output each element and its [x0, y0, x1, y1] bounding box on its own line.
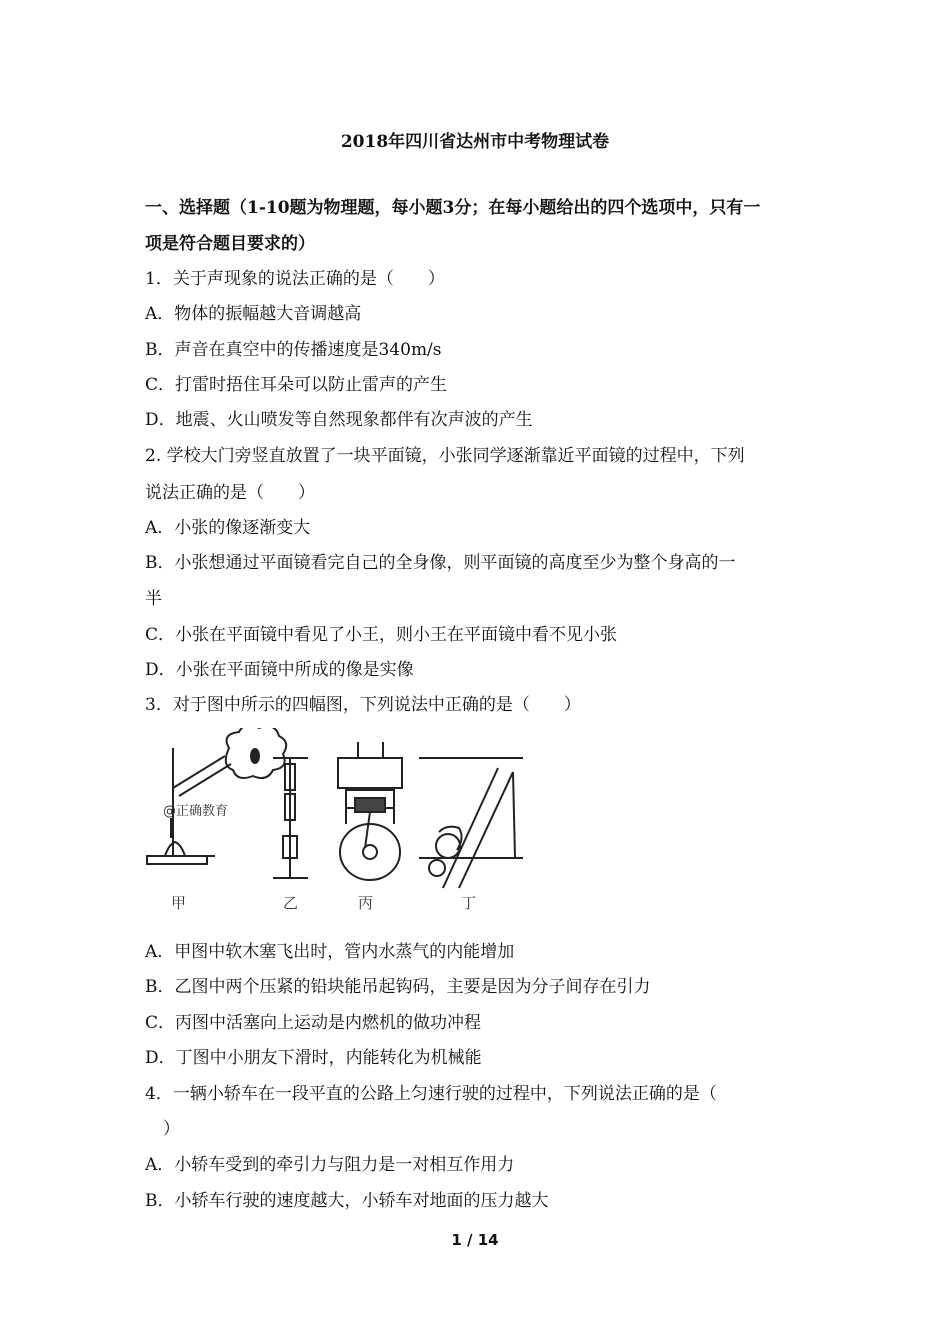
figure-yi-apparatus — [273, 758, 308, 878]
figure-label-yi: 乙 — [283, 894, 299, 912]
q4-stem-line-2: ） — [163, 1119, 180, 1139]
q2-stem-line-1: 2. 学校大门旁竖直放置了一块平面镜，小张同学逐渐靠近平面镜的过程中，下列 — [145, 446, 745, 466]
q3-figure — [143, 728, 533, 918]
q1-option-d: D．地震、火山喷发等自然现象都伴有次声波的产生 — [145, 410, 533, 430]
q2-option-b-line-1: B．小张想通过平面镜看完自己的全身像，则平面镜的高度至少为整个身高的一 — [145, 553, 736, 573]
q1-option-b: B．声音在真空中的传播速度是340m/s — [145, 340, 442, 360]
page-title: 2018年四川省达州市中考物理试卷 — [340, 132, 610, 152]
q2-option-a: A．小张的像逐渐变大 — [145, 518, 311, 538]
q4-option-b: B．小轿车行驶的速度越大，小轿车对地面的压力越大 — [145, 1191, 549, 1211]
q3-stem: 3．对于图中所示的四幅图，下列说法中正确的是（ ） — [145, 695, 581, 715]
q3-option-b: B．乙图中两个压紧的铅块能吊起钩码，主要是因为分子间存在引力 — [145, 977, 651, 997]
page-number: 1 / 14 — [451, 1231, 499, 1249]
q2-option-c: C．小张在平面镜中看见了小王，则小王在平面镜中看不见小张 — [145, 625, 618, 645]
q1-option-a: A．物体的振幅越大音调越高 — [145, 304, 362, 324]
q4-option-a: A．小轿车受到的牵引力与阻力是一对相互作用力 — [145, 1155, 515, 1175]
q1-stem: 1．关于声现象的说法正确的是（ ） — [145, 269, 445, 289]
figure-jia-apparatus — [147, 728, 286, 864]
figure-ding-apparatus — [419, 758, 523, 888]
q4-stem-line-1: 4．一辆小轿车在一段平直的公路上匀速行驶的过程中，下列说法正确的是（ — [145, 1084, 717, 1104]
q1-option-c: C．打雷时捂住耳朵可以防止雷声的产生 — [145, 375, 448, 395]
figure-label-jia: 甲 — [171, 894, 187, 912]
q3-figure-drawing — [143, 728, 533, 918]
q3-option-a: A．甲图中软木塞飞出时，管内水蒸气的内能增加 — [145, 942, 515, 962]
q3-option-c: C．丙图中活塞向上运动是内燃机的做功冲程 — [145, 1013, 482, 1033]
q2-option-b-line-2: 半 — [145, 589, 162, 609]
figure-label-bing: 丙 — [358, 894, 374, 912]
q2-stem-line-2: 说法正确的是（ ） — [145, 483, 315, 503]
figure-bing-apparatus — [338, 742, 402, 880]
figure-watermark: @正确教育 — [163, 804, 229, 819]
q2-option-d: D．小张在平面镜中所成的像是实像 — [145, 660, 414, 680]
section-heading-line-2: 项是符合题目要求的） — [145, 234, 315, 254]
figure-label-ding: 丁 — [461, 894, 477, 912]
section-heading-line-1: 一、选择题（1-10题为物理题，每小题3分；在每小题给出的四个选项中，只有一 — [145, 198, 761, 218]
q3-option-d: D．丁图中小朋友下滑时，内能转化为机械能 — [145, 1048, 482, 1068]
